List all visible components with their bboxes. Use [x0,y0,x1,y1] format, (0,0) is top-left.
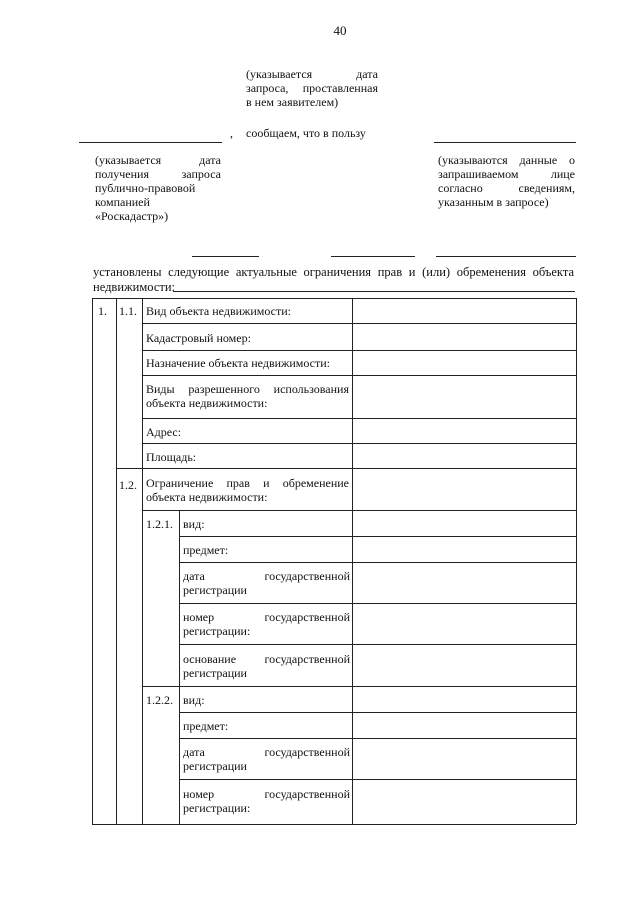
col-line [142,298,143,824]
label-line: регистрации [183,666,247,680]
row-line [142,323,576,324]
label-cadastral-number: Кадастровый номер: [146,331,251,345]
row-line [142,443,576,444]
row-line [179,779,576,780]
note-line: запроса, проставленная [246,81,378,95]
row-number: 1.2.2. [146,693,173,707]
label-permitted-use [146,382,349,410]
page-number: 40 [333,23,347,38]
note-requested-person [438,153,575,209]
label-subject: предмет: [183,719,229,733]
label-line: основание государственной [183,652,350,666]
note-line: (указываются данные о [438,153,575,167]
note-line: указанным в запросе) [438,195,549,209]
table-border-top [92,298,576,299]
row-line [179,562,576,563]
label-address: Адрес: [146,425,182,439]
row-line [116,468,576,469]
label-line: объекта недвижимости: [146,396,268,410]
row-line [179,536,576,537]
blank-1 [192,256,259,257]
table-border-bottom [92,824,576,825]
row-number: 1. [98,304,107,318]
statement-blank [173,291,575,292]
label-reg-date [183,569,350,597]
blank-requested-person [434,142,576,143]
label-kind: вид: [183,517,205,531]
label-reg-date [183,745,350,773]
label-reg-number [183,787,350,815]
row-line [142,418,576,419]
label-object-purpose: Назначение объекта недвижимости: [146,356,330,370]
label-reg-basis [183,652,350,680]
label-line: дата государственной [183,569,350,583]
row-number: 1.2. [119,478,137,492]
label-line: регистрации [183,759,247,773]
label-subject: предмет: [183,543,229,557]
label-line: дата государственной [183,745,350,759]
label-line: Ограничение прав и обременение [146,476,349,490]
blank-2 [331,256,415,257]
label-line: объекта недвижимости: [146,490,268,504]
label-line: номер государственной [183,610,350,624]
row-number: 1.2.1. [146,517,173,531]
note-line: (указывается дата [246,67,378,81]
label-line: регистрации: [183,801,251,815]
label-reg-number [183,610,350,638]
blank-date-received [79,142,222,143]
row-number: 1.1. [119,304,137,318]
label-line: номер государственной [183,787,350,801]
label-area: Площадь: [146,450,197,464]
label-restriction [146,476,349,504]
label-object-kind: Вид объекта недвижимости: [146,304,291,318]
blank-3 [436,256,576,257]
sentence-text: сообщаем, что в пользу [246,126,366,140]
label-kind: вид: [183,693,205,707]
statement-line-1: установлены следующие актуальные ограничения прав и (или) обременения объекта [93,265,574,279]
table-border-right [576,298,577,824]
row-line [179,712,576,713]
row-line [179,603,576,604]
col-line [179,510,180,824]
label-line: регистрации [183,583,247,597]
row-line [179,644,576,645]
note-line: «Роскадастр») [95,209,169,223]
note-line: в нем заявителем) [246,95,339,109]
row-line [142,350,576,351]
comma: , [230,126,233,140]
note-line: запрашиваемом лице [438,167,575,181]
col-line [116,298,117,824]
note-line: публично-правовой [95,181,196,195]
note-line: получения запроса [95,167,221,181]
note-line: согласно сведениям, [438,181,575,195]
note-received-by [95,153,221,223]
row-line [142,510,576,511]
row-line [179,738,576,739]
row-line [142,686,576,687]
note-line: (указывается дата [95,153,221,167]
label-line: Виды разрешенного использования [146,382,349,396]
table-border-left [92,298,93,824]
note-request-date [246,67,378,109]
row-line [142,375,576,376]
note-line: компанией [95,195,150,209]
label-line: регистрации: [183,624,251,638]
col-line [352,298,353,824]
statement-line-2: недвижимости: [93,280,175,294]
